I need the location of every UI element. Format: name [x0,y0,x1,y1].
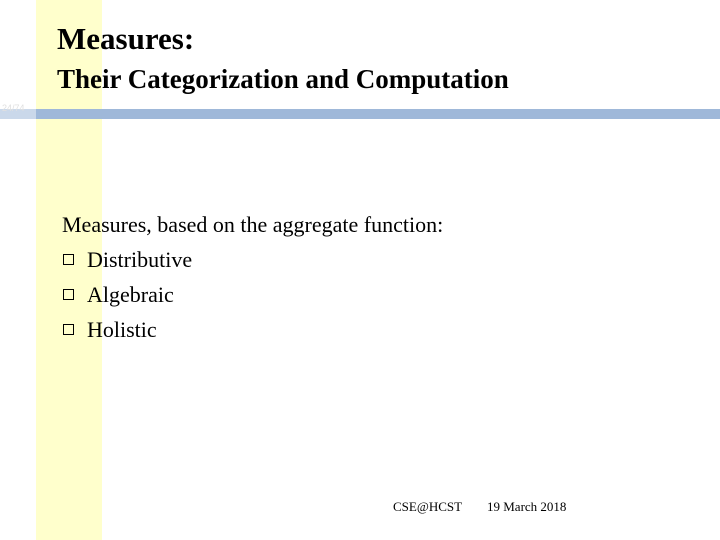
bullet-label: Distributive [87,247,193,272]
slide-body [62,207,443,347]
list-item [62,242,443,277]
slide-subtitle: Their Categorization and Computation [57,64,509,94]
bullet-list [62,242,443,347]
slide-number: 24/74 [2,103,25,113]
footer-organization: CSE@HCST [393,499,463,514]
footer-date: 19 March 2018 [487,499,567,514]
square-bullet-icon [63,324,74,335]
bullet-label: Holistic [87,317,157,342]
square-bullet-icon [63,254,74,265]
title-divider [36,109,720,119]
bullet-label: Algebraic [87,282,174,307]
square-bullet-icon [63,289,74,300]
list-item [62,312,443,347]
body-lead-text: Measures, based on the aggregate function: [62,212,444,237]
list-item [62,277,443,312]
slide-title: Measures: [57,21,195,56]
